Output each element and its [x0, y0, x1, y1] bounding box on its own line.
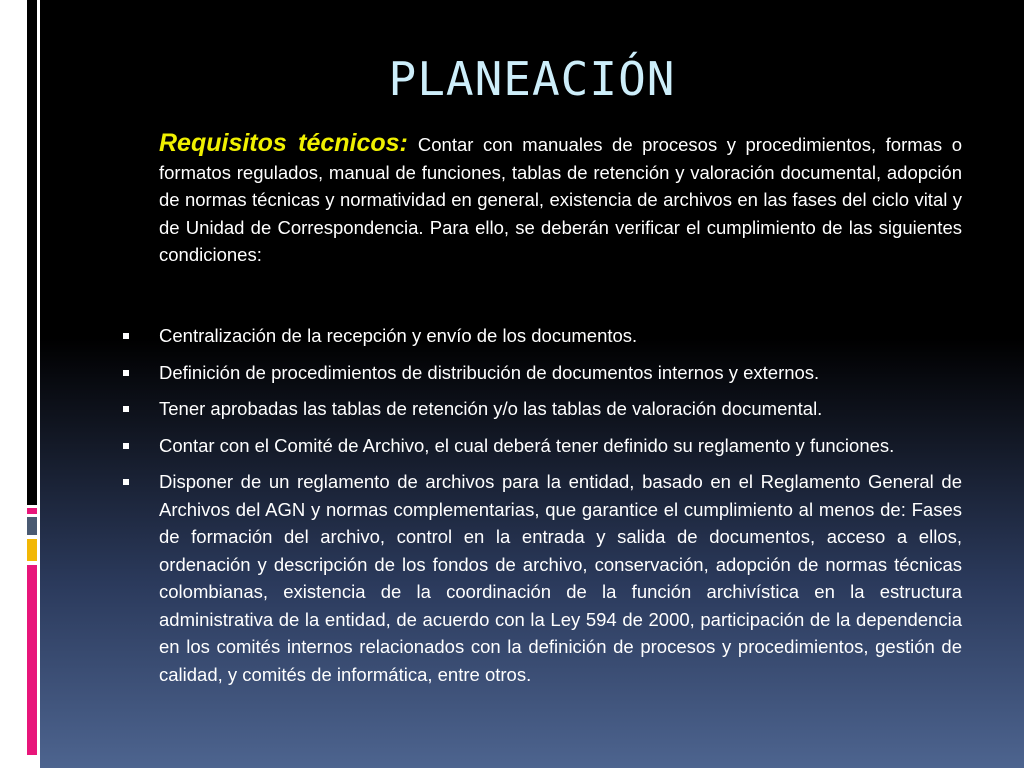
- bullet-text: Contar con el Comité de Archivo, el cual deberá tener definido su reglamento y funciones.: [159, 434, 895, 456]
- bullet-item: [115, 468, 962, 688]
- stripe-accent-yellow: [27, 539, 37, 561]
- bullet-item: [115, 359, 962, 387]
- bullet-text: Disponer de un reglamento de archivos para la entidad, basado en el Reglamento General de Archivos del AGN y normas complementarias, que garantice el cumplimiento al menos de: Fases de formación del archivo, control en la entrada y salida de documentos, acceso a ellos, ordenación y descripción de los fondos de archivo, conservación, adopción de normas técnicas colombianas, existencia de la coordinación de la función archivística en la estructura administrativa de la entidad, de acuerdo con la Ley 594 de 2000, participación de la dependencia en los comités internos relacionados con la definición de procesos y procedimientos, gestión de calidad, y comités de informática, entre otros.: [159, 471, 962, 685]
- intro-paragraph: [159, 130, 962, 269]
- bullet-item: [115, 432, 962, 460]
- bullet-text: Centralización de la recepción y envío de los documentos.: [159, 325, 638, 346]
- bullet-item: [115, 395, 962, 423]
- stripe-accent-pink-1: [27, 508, 37, 514]
- intro-text: Contar con manuales de procesos y procedimientos, formas o formatos regulados, manual de funciones, tablas de retención y valoración documental, adopción de normas técnicas y normatividad en general, existencia de archivos en las fases del ciclo vital y de Unidad de Correspondencia. Para ello, se deberán verificar el cumplimiento de las siguientes condiciones:: [159, 134, 962, 265]
- square-bullet-icon: [123, 443, 129, 449]
- requirements-label: Requisitos técnicos:: [159, 129, 408, 157]
- bullet-text: Tener aprobadas las tablas de retención y/o las tablas de valoración documental.: [159, 398, 823, 419]
- bullet-text: Definición de procedimientos de distribución de documentos internos y externos.: [159, 361, 820, 383]
- square-bullet-icon: [123, 370, 129, 376]
- bullet-list: [115, 322, 962, 697]
- left-decorative-strip: [0, 0, 40, 768]
- stripe-accent-gray: [27, 517, 37, 535]
- slide: [40, 0, 1024, 768]
- square-bullet-icon: [123, 406, 129, 412]
- bullet-item: [115, 322, 962, 350]
- stripe-accent-pink-2: [27, 565, 37, 755]
- square-bullet-icon: [123, 479, 129, 485]
- slide-title: PLANEACIÓN: [388, 52, 676, 106]
- stripe-top-black: [27, 0, 37, 505]
- square-bullet-icon: [123, 333, 129, 339]
